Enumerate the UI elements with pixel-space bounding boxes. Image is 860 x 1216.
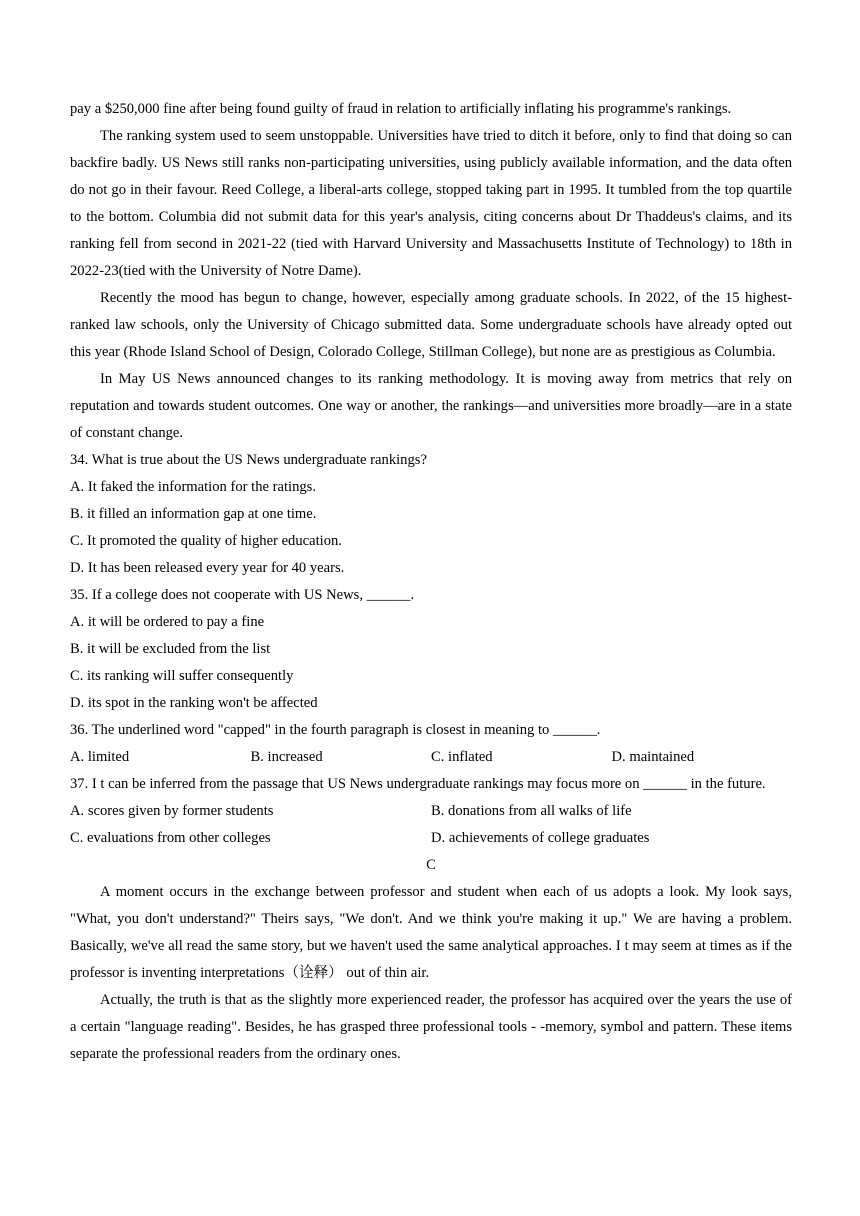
- paragraph: Actually, the truth is that as the slightly more experienced reader, the professor has acquired over the years the use of a certain "language reading". Besides, he has grasped three professional tools - -memory, symbol and pattern. These items separate the professional readers from the ordinary ones.: [70, 992, 792, 1062]
- question-36: [70, 717, 792, 771]
- answer-option[interactable]: A. it will be ordered to pay a fine: [70, 614, 265, 630]
- options-row: [70, 825, 792, 852]
- answer-option[interactable]: A. It faked the information for the ratings.: [70, 479, 316, 495]
- answer-option[interactable]: D. It has been released every year for 40 years.: [70, 560, 345, 576]
- passage-c-paragraphs: [70, 879, 792, 1068]
- lead-in-text: pay a $250,000 fine after being found guilty of fraud in relation to artificially inflating his programme's rankings.: [70, 101, 732, 117]
- section-heading: C: [426, 857, 436, 873]
- options-row: [70, 798, 792, 825]
- question-stem: 37. I t can be inferred from the passage that US News undergraduate rankings may focus more on ______ in the future.: [70, 776, 766, 792]
- answer-option[interactable]: D. maintained: [611, 749, 695, 765]
- answer-option[interactable]: D. its spot in the ranking won't be affected: [70, 695, 318, 711]
- question-34: [70, 447, 792, 582]
- paragraph: The ranking system used to seem unstoppable. Universities have tried to ditch it before, only to find that doing so can backfire badly. US News still ranks non-participating universities, using publicly available information, and the data often do not go in their favour. Reed College, a liberal-arts college, stopped taking part in 1995. It tumbled from the top quartile to the bottom. Columbia did not submit data for this year's analysis, citing concerns about Dr Thaddeus's claims, and its ranking fell from second in 2021-22 (tied with Harvard University and Massachusetts Institute of Technology) to 18th in 2022-23(tied with the University of Notre Dame).: [70, 128, 792, 279]
- answer-option[interactable]: B. increased: [250, 749, 323, 765]
- answer-option[interactable]: C. its ranking will suffer consequently: [70, 668, 294, 684]
- answer-option[interactable]: A. limited: [70, 749, 130, 765]
- answer-option[interactable]: B. donations from all walks of life: [431, 803, 632, 819]
- passage-b-paragraphs: [70, 123, 792, 447]
- question-35: [70, 582, 792, 717]
- paragraph: A moment occurs in the exchange between professor and student when each of us adopts a look. My look says, "What, you don't understand?" Theirs says, "We don't. And we think you're making it up." We are having a problem. Basically, we've all read the same story, but we haven't used the same analytical approaches. I t may seem at times as if the professor is inventing interpretations（诠释） out of thin air.: [70, 884, 792, 981]
- question-37: [70, 771, 792, 852]
- paragraph: In May US News announced changes to its ranking methodology. It is moving away from metrics that rely on reputation and towards student outcomes. One way or another, the rankings—and universities more broadly—are in a state of constant change.: [70, 371, 792, 441]
- answer-option[interactable]: B. it filled an information gap at one time.: [70, 506, 317, 522]
- answer-option[interactable]: D. achievements of college graduates: [431, 830, 650, 846]
- question-stem: 36. The underlined word "capped" in the fourth paragraph is closest in meaning to ______.: [70, 722, 601, 738]
- answer-option[interactable]: B. it will be excluded from the list: [70, 641, 271, 657]
- options-row: [70, 744, 792, 771]
- answer-option[interactable]: A. scores given by former students: [70, 803, 274, 819]
- question-stem: 35. If a college does not cooperate with US News, ______.: [70, 587, 415, 603]
- question-stem: 34. What is true about the US News undergraduate rankings?: [70, 452, 427, 468]
- answer-option[interactable]: C. It promoted the quality of higher education.: [70, 533, 342, 549]
- passage-body: [70, 96, 792, 1068]
- answer-option[interactable]: C. evaluations from other colleges: [70, 830, 271, 846]
- answer-option[interactable]: C. inflated: [431, 749, 493, 765]
- paragraph: Recently the mood has begun to change, however, especially among graduate schools. In 2022, of the 15 highest-ranked law schools, only the University of Chicago submitted data. Some undergraduate schools have already opted out this year (Rhode Island School of Design, Colorado College, Stillman College), but none are as prestigious as Columbia.: [70, 290, 792, 360]
